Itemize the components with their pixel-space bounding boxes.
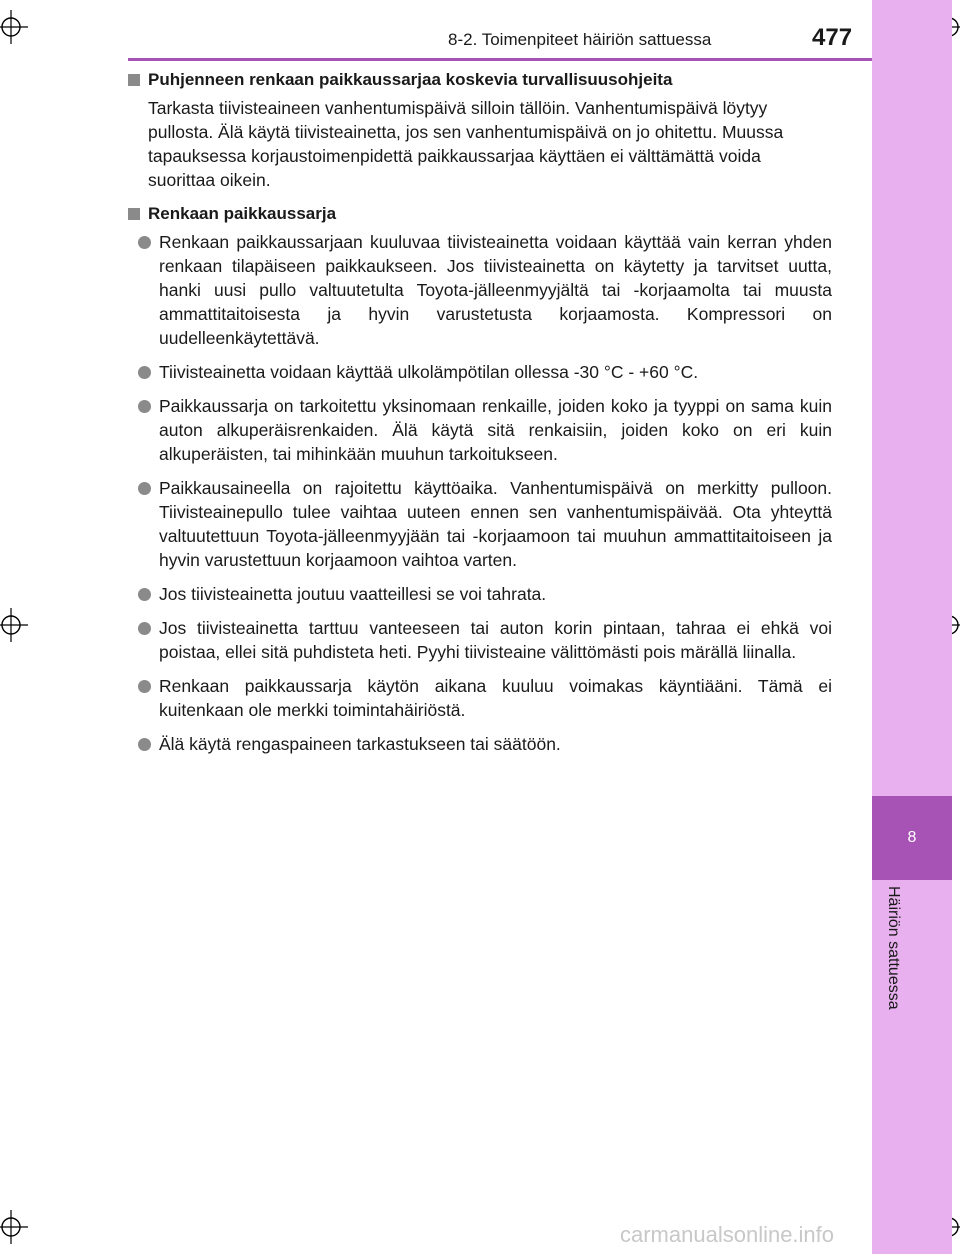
header-rule <box>128 58 872 61</box>
list-item-text: Paikkausaineella on rajoitettu käyttöaika. Vanhentumispäivä on merkitty pulloon. Tiivisteainepullo tulee vaihtaa uuteen ennen sen vanhentumispäivää. Ota yhteyttä valtuutettuun Toyota-jälleenmyyjään tai -korjaamoon tai muuhun ammattitaitoiseen ja hyvin varustettuun korjaamoon vaihtoa varten. <box>159 478 832 570</box>
list-item <box>138 230 832 350</box>
circle-bullet-icon <box>138 588 151 601</box>
circle-bullet-icon <box>138 680 151 693</box>
square-bullet-icon <box>128 74 140 86</box>
list-item-text: Paikkaussarja on tarkoitettu yksinomaan renkaille, joiden koko ja tyyppi on sama kuin auton alkuperäisrenkaiden. Älä käytä sitä renkaisiin, joiden koko on eri kuin alkuperäisten, tai mihinkään muuhun tarkoitukseen. <box>159 396 832 464</box>
section-title: 8-2. Toimenpiteet häiriön sattuessa <box>448 30 712 49</box>
list-item-text: Jos tiivisteainetta joutuu vaatteillesi se voi tahrata. <box>159 584 547 604</box>
circle-bullet-icon <box>138 236 151 249</box>
side-tab-upper <box>872 0 952 796</box>
list-item-text: Tiivisteainetta voidaan käyttää ulkolämpötilan ollessa -30 °C - +60 °C. <box>159 362 699 382</box>
list-item-text: Renkaan paikkaussarja käytön aikana kuuluu voimakas käyntiääni. Tämä ei kuitenkaan ole merkki toimintahäiriöstä. <box>159 676 832 720</box>
page-number: 477 <box>812 24 853 51</box>
watermark-link[interactable]: carmanualsonline.info <box>620 1222 835 1247</box>
circle-bullet-icon <box>138 482 151 495</box>
section-heading-text: Renkaan paikkaussarja <box>148 204 337 223</box>
chapter-title: Häiriön sattuessa <box>885 886 902 1010</box>
circle-bullet-icon <box>138 738 151 751</box>
repair-kit-section <box>128 202 832 756</box>
list-item-text: Renkaan paikkaussarjaan kuuluvaa tiivisteainetta voidaan käyttää vain kerran yhden renkaan tilapäiseen paikkaukseen. Jos tiivisteainetta on käytetty ja tarvitset uutta, hanki uusi pullo valtuutetulta Toyota-jälleenmyyjältä tai -korjaamolta tai muusta ammattitaitoisesta ja hyvin varustetusta korjaamosta. Kompressori on uudelleenkäytettävä. <box>159 232 832 348</box>
square-bullet-icon <box>128 208 140 220</box>
chapter-number: 8 <box>907 829 917 846</box>
registration-mark-icon <box>0 608 28 642</box>
main-content <box>128 68 832 766</box>
list-item <box>138 674 832 722</box>
section-heading <box>128 68 832 92</box>
section-heading <box>128 202 832 226</box>
list-item <box>138 732 832 756</box>
list-item <box>138 476 832 572</box>
list-item-text: Jos tiivisteainetta tarttuu vanteeseen tai auton korin pintaan, tahraa ei ehkä voi poistaa, ellei sitä puhdisteta heti. Pyyhi tiivisteaine välittömästi pois märällä liinalla. <box>159 618 832 662</box>
list-item <box>138 616 832 664</box>
chapter-number-tab <box>872 796 952 880</box>
list-item <box>138 360 832 384</box>
circle-bullet-icon <box>138 366 151 379</box>
registration-mark-icon <box>0 1210 28 1244</box>
safety-section <box>128 68 832 192</box>
registration-mark-icon <box>0 10 28 44</box>
section-heading-text: Puhjenneen renkaan paikkaussarjaa koskevia turvallisuusohjeita <box>148 70 673 89</box>
list-item <box>138 394 832 466</box>
circle-bullet-icon <box>138 400 151 413</box>
bullet-list <box>128 230 832 756</box>
list-item-text: Älä käytä rengaspaineen tarkastukseen tai säätöön. <box>159 734 561 754</box>
list-item <box>138 582 832 606</box>
circle-bullet-icon <box>138 622 151 635</box>
paragraph: Tarkasta tiivisteaineen vanhentumispäivä silloin tällöin. Vanhentumispäivä löytyy pullosta. Älä käytä tiivisteainetta, jos sen vanhentumispäivä on jo ohitettu. Muussa tapauksessa korjaustoimenpidettä paikkaussarjaa käyttäen ei välttämättä voida suorittaa oikein. <box>148 98 784 190</box>
